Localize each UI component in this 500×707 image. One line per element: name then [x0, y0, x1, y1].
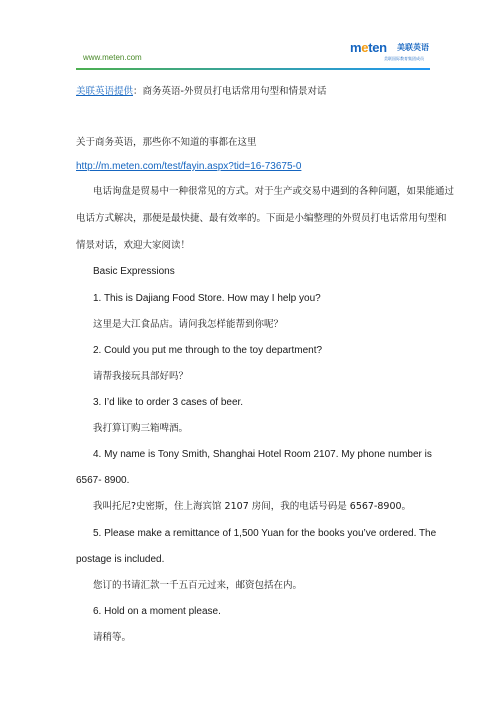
item-1-cn: 这里是大江食品店。请问我怎样能帮到你呢？	[93, 319, 284, 330]
page-title	[76, 83, 326, 97]
meten-logo	[350, 40, 430, 68]
item-4-cn: 我叫托尼?史密斯，住上海宾馆 2107 房间，我的电话号码是 6567-8900。	[93, 501, 412, 512]
item-4-en: 4. My name is Tony Smith, Shanghai Hotel Room 2107. My phone number is	[93, 449, 432, 460]
site-url[interactable]: www.meten.com	[83, 53, 142, 62]
source-link[interactable]: 美联英语提供	[76, 86, 134, 97]
item-3-cn: 我打算订购三箱啤酒。	[93, 423, 189, 434]
intro-para-line-2: 电话方式解决，那便是最快捷、最有效率的。下面是小编整理的外贸员打电话常用句型和	[76, 213, 447, 224]
intro-link[interactable]: http://m.meten.com/test/fayin.aspx?tid=16-73675-0	[76, 161, 302, 172]
item-2-en: 2. Could you put me through to the toy department?	[93, 345, 323, 356]
item-4-en-cont: 6567- 8900.	[76, 475, 130, 486]
item-5-en: 5. Please make a remittance of 1,500 Yuan for the books you’ve ordered. The	[93, 528, 437, 539]
item-5-en-cont: postage is included.	[76, 554, 165, 565]
item-6-cn: 请稍等。	[93, 632, 132, 643]
header-divider	[76, 68, 430, 70]
logo-cn: 美联英语	[397, 43, 429, 52]
intro-para-line-1: 电话询盘是贸易中一种很常见的方式。对于生产或交易中遇到的各种问题，如果能通过	[93, 186, 455, 197]
intro-para-line-3: 情景对话，欢迎大家阅读！	[76, 240, 191, 251]
item-5-cn: 您订的书请汇款一千五百元过来，邮资包括在内。	[93, 580, 303, 591]
item-3-en: 3. I’d like to order 3 cases of beer.	[93, 397, 244, 408]
logo-tagline: 美联国际教育集团成员	[384, 56, 424, 61]
logo-wordmark: meten	[350, 40, 387, 55]
section-heading: Basic Expressions	[93, 266, 175, 277]
item-2-cn: 请帮我接玩具部好吗？	[93, 371, 189, 382]
item-6-en: 6. Hold on a moment please.	[93, 606, 221, 617]
intro-line: 关于商务英语，那些你不知道的事都在这里	[76, 137, 257, 148]
item-1-en: 1. This is Dajiang Food Store. How may I help you?	[93, 293, 321, 304]
title-text: ：商务英语-外贸员打电话常用句型和情景对话	[133, 86, 327, 97]
